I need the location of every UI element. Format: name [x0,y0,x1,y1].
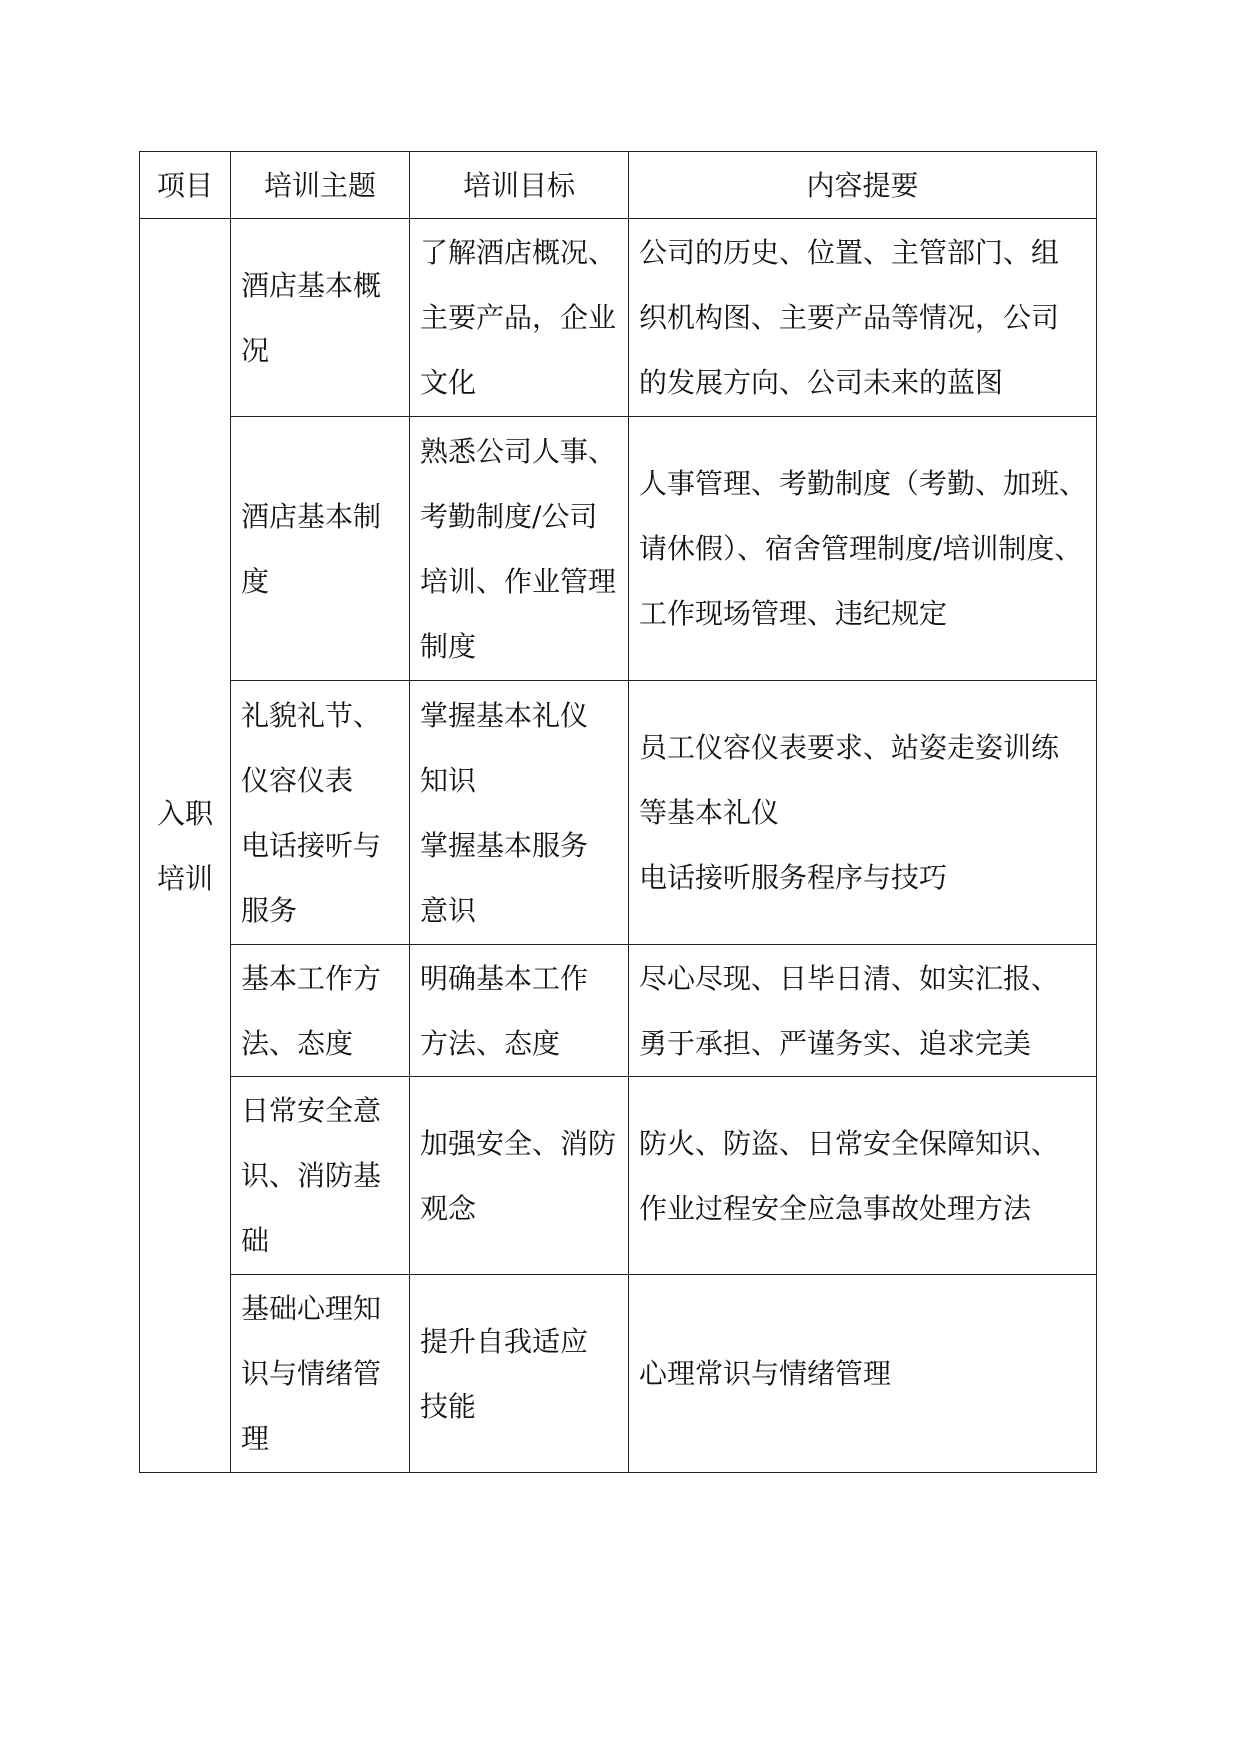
content-line: 员工仪容仪表要求、站姿走姿训练 [639,731,1060,764]
content-cell [629,681,1097,945]
table-header-row [140,152,1097,219]
content-line: 的发展方向、公司未来的蓝图 [639,366,1004,399]
content-line: 心理常识与情绪管理 [639,1357,892,1390]
goal-line: 方法、态度 [420,1026,561,1060]
topic-line: 电话接听与 [241,828,382,862]
goal-line: 明确基本工作 [420,961,589,995]
content-line: 尽心尽现、日毕日清、如实汇报、 [639,961,1060,995]
goal-line: 掌握基本礼仪 [420,698,589,732]
training-table [139,151,1097,1473]
content-line: 等基本礼仪 [639,796,780,829]
topic-line: 日常安全意 [241,1094,382,1127]
topic-line: 酒店基本制 [241,499,382,533]
goal-line: 了解酒店概况、 [420,236,617,269]
table-row [140,945,1097,1077]
content-line: 电话接听服务程序与技巧 [639,861,948,894]
goal-line: 观念 [420,1191,477,1225]
goal-line: 意识 [420,893,477,927]
content-line: 勇于承担、严谨务实、追求完美 [639,1026,1032,1060]
goal-line: 主要产品，企业 [420,301,617,334]
goal-cell [410,681,629,945]
topic-cell [231,681,410,945]
topic-line: 识与情绪管 [241,1357,382,1390]
topic-line: 法、态度 [241,1026,354,1060]
topic-line: 理 [241,1422,270,1455]
goal-line: 考勤制度/公司 [420,499,598,533]
goal-cell [410,945,629,1077]
table-row [140,417,1097,681]
topic-cell [231,945,410,1077]
goal-cell [410,417,629,681]
topic-line: 础 [241,1224,270,1257]
goal-line: 知识 [420,763,477,797]
content-cell [629,945,1097,1077]
topic-cell [231,1077,410,1275]
goal-line: 培训、作业管理 [420,564,617,598]
table-row [140,1077,1097,1275]
content-line: 公司的历史、位置、主管部门、组 [639,236,1060,269]
topic-line: 礼貌礼节、 [241,698,382,732]
table-row [140,219,1097,417]
table-row [140,681,1097,945]
topic-line: 酒店基本概 [241,268,382,302]
topic-line: 基础心理知 [241,1292,382,1325]
goal-cell [410,1077,629,1275]
content-line: 织机构图、主要产品等情况，公司 [639,301,1060,334]
topic-line: 况 [241,333,270,367]
goal-line: 加强安全、消防 [420,1126,617,1160]
content-cell [629,417,1097,681]
table-row [140,1275,1097,1473]
goal-line: 熟悉公司人事、 [420,434,617,468]
content-cell [629,1077,1097,1275]
header-goal: 培训目标 [410,152,629,219]
topic-cell [231,417,410,681]
category-line: 入职 [156,796,213,830]
header-content: 内容提要 [629,152,1097,219]
content-line: 请休假）、宿舍管理制度/培训制度、 [639,532,1083,565]
content-cell [629,219,1097,417]
category-line: 培训 [156,861,213,895]
topic-cell [231,219,410,417]
header-item: 项目 [140,152,231,219]
goal-cell [410,1275,629,1473]
content-cell [629,1275,1097,1473]
content-line: 防火、防盗、日常安全保障知识、 [639,1126,1060,1160]
topic-line: 服务 [241,893,298,927]
goal-line: 掌握基本服务 [420,828,589,862]
goal-line: 技能 [420,1389,477,1423]
goal-line: 提升自我适应 [420,1324,589,1358]
topic-line: 仪容仪表 [241,763,354,797]
topic-line: 识、消防基 [241,1159,382,1192]
goal-line: 文化 [420,366,477,399]
content-line: 作业过程安全应急事故处理方法 [639,1191,1032,1225]
content-line: 人事管理、考勤制度（考勤、加班、 [639,467,1088,500]
content-line: 工作现场管理、违纪规定 [639,597,948,630]
topic-line: 度 [241,564,270,598]
topic-cell [231,1275,410,1473]
goal-cell [410,219,629,417]
category-cell [140,219,231,1473]
goal-line: 制度 [420,629,477,663]
topic-line: 基本工作方 [241,961,382,995]
header-topic: 培训主题 [231,152,410,219]
